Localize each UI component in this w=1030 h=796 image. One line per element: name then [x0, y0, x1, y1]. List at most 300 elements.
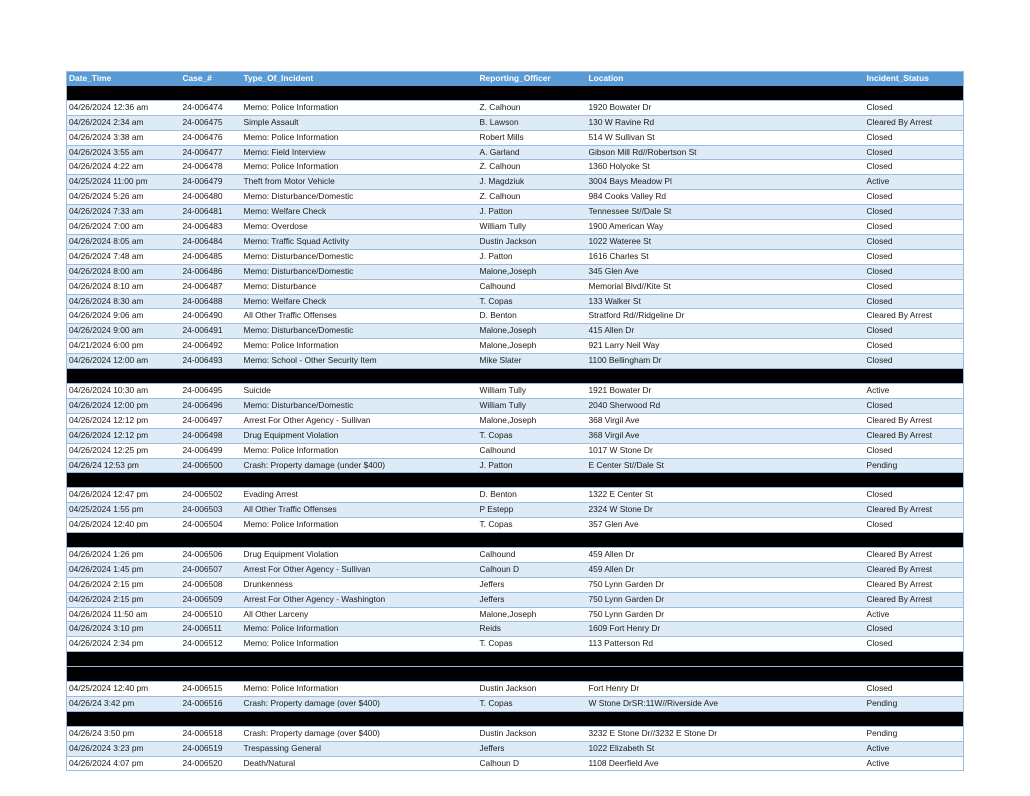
redacted-row	[67, 369, 964, 384]
location-cell: 1920 Bowater Dr	[587, 100, 865, 115]
case-number-cell: 24-006491	[181, 324, 242, 339]
table-row	[67, 577, 964, 592]
incident-status-cell: Cleared By Arrest	[865, 547, 964, 562]
incident-status-cell: Active	[865, 607, 964, 622]
incident-status-cell: Cleared By Arrest	[865, 413, 964, 428]
case-number-cell: 24-006487	[181, 279, 242, 294]
table-row	[67, 205, 964, 220]
case-number-cell: 24-006498	[181, 428, 242, 443]
date-time-cell: 04/26/2024 12:12 pm	[67, 428, 181, 443]
column-header-case-number: Case_#	[181, 72, 242, 86]
reporting-officer-cell: Calhound	[478, 279, 587, 294]
reporting-officer-cell: Z. Calhoun	[478, 160, 587, 175]
redacted-cell	[478, 533, 587, 548]
date-time-cell: 04/26/2024 2:34 am	[67, 115, 181, 130]
location-cell: 750 Lynn Garden Dr	[587, 607, 865, 622]
redacted-row	[67, 473, 964, 488]
incident-status-cell: Closed	[865, 205, 964, 220]
location-cell: Fort Henry Dr	[587, 682, 865, 697]
table-row	[67, 294, 964, 309]
incident-status-cell: Closed	[865, 100, 964, 115]
incident-type-cell: Death/Natural	[242, 756, 478, 771]
reporting-officer-cell: Calhoun D	[478, 562, 587, 577]
location-cell: 921 Larry Neil Way	[587, 339, 865, 354]
incident-status-cell: Active	[865, 756, 964, 771]
location-cell: 368 Virgil Ave	[587, 428, 865, 443]
reporting-officer-cell: Malone,Joseph	[478, 607, 587, 622]
table-row	[67, 264, 964, 279]
case-number-cell: 24-006479	[181, 175, 242, 190]
date-time-cell: 04/26/2024 11:50 am	[67, 607, 181, 622]
incident-type-cell: Memo: Police Information	[242, 339, 478, 354]
redacted-cell	[181, 652, 242, 667]
table-row	[67, 130, 964, 145]
incident-type-cell: Memo: Police Information	[242, 130, 478, 145]
incident-type-cell: Memo: Police Information	[242, 518, 478, 533]
column-header-date-time: Date_Time	[67, 72, 181, 86]
incident-status-cell: Closed	[865, 294, 964, 309]
reporting-officer-cell: William Tully	[478, 384, 587, 399]
redacted-cell	[67, 652, 181, 667]
case-number-cell: 24-006483	[181, 220, 242, 235]
incident-type-cell: Trespassing General	[242, 741, 478, 756]
reporting-officer-cell: Malone,Joseph	[478, 413, 587, 428]
redacted-cell	[865, 86, 964, 100]
location-cell: 415 Allen Dr	[587, 324, 865, 339]
redacted-cell	[242, 652, 478, 667]
redacted-cell	[865, 711, 964, 726]
incident-type-cell: Memo: Disturbance/Domestic	[242, 249, 478, 264]
case-number-cell: 24-006502	[181, 488, 242, 503]
case-number-cell: 24-006495	[181, 384, 242, 399]
location-cell: 113 Patterson Rd	[587, 637, 865, 652]
date-time-cell: 04/26/2024 8:30 am	[67, 294, 181, 309]
table-row	[67, 562, 964, 577]
date-time-cell: 04/26/2024 12:47 pm	[67, 488, 181, 503]
reporting-officer-cell: J. Patton	[478, 249, 587, 264]
incident-type-cell: Memo: School - Other Security Item	[242, 354, 478, 369]
incident-type-cell: Crash: Property damage (over $400)	[242, 696, 478, 711]
redacted-cell	[242, 86, 478, 100]
date-time-cell: 04/26/2024 12:12 pm	[67, 413, 181, 428]
table-row	[67, 413, 964, 428]
incident-type-cell: Memo: Police Information	[242, 100, 478, 115]
redacted-cell	[67, 369, 181, 384]
table-row	[67, 279, 964, 294]
date-time-cell: 04/26/2024 9:00 am	[67, 324, 181, 339]
column-header-type-of-incident: Type_Of_Incident	[242, 72, 478, 86]
date-time-cell: 04/26/2024 10:30 am	[67, 384, 181, 399]
date-time-cell: 04/26/2024 7:00 am	[67, 220, 181, 235]
incident-status-cell: Cleared By Arrest	[865, 115, 964, 130]
location-cell: 750 Lynn Garden Dr	[587, 592, 865, 607]
redacted-row	[67, 533, 964, 548]
table-row	[67, 190, 964, 205]
case-number-cell: 24-006488	[181, 294, 242, 309]
reporting-officer-cell: William Tully	[478, 220, 587, 235]
reporting-officer-cell: D. Benton	[478, 309, 587, 324]
date-time-cell: 04/26/2024 5:26 am	[67, 190, 181, 205]
location-cell: 3232 E Stone Dr//3232 E Stone Dr	[587, 726, 865, 741]
location-cell: 1609 Fort Henry Dr	[587, 622, 865, 637]
case-number-cell: 24-006507	[181, 562, 242, 577]
location-cell: 1017 W Stone Dr	[587, 443, 865, 458]
incident-type-cell: Memo: Disturbance/Domestic	[242, 398, 478, 413]
date-time-cell: 04/26/2024 1:26 pm	[67, 547, 181, 562]
date-time-cell: 04/26/2024 8:05 am	[67, 234, 181, 249]
incident-type-cell: All Other Traffic Offenses	[242, 309, 478, 324]
date-time-cell: 04/26/2024 2:34 pm	[67, 637, 181, 652]
case-number-cell: 24-006506	[181, 547, 242, 562]
reporting-officer-cell: Calhound	[478, 547, 587, 562]
case-number-cell: 24-006486	[181, 264, 242, 279]
incident-log-table	[66, 71, 964, 771]
redacted-cell	[865, 533, 964, 548]
date-time-cell: 04/26/2024 3:55 am	[67, 145, 181, 160]
location-cell: 1022 Elizabeth St	[587, 741, 865, 756]
table-row	[67, 696, 964, 711]
case-number-cell: 24-006508	[181, 577, 242, 592]
case-number-cell: 24-006512	[181, 637, 242, 652]
incident-type-cell: Evading Arrest	[242, 488, 478, 503]
case-number-cell: 24-006499	[181, 443, 242, 458]
table-row	[67, 100, 964, 115]
location-cell: 1108 Deerfield Ave	[587, 756, 865, 771]
table-row	[67, 234, 964, 249]
incident-type-cell: Simple Assault	[242, 115, 478, 130]
incident-status-cell: Closed	[865, 190, 964, 205]
incident-type-cell: Memo: Field Interview	[242, 145, 478, 160]
date-time-cell: 04/26/2024 3:38 am	[67, 130, 181, 145]
column-header-incident-status: Incident_Status	[865, 72, 964, 86]
date-time-cell: 04/26/2024 1:45 pm	[67, 562, 181, 577]
date-time-cell: 04/26/24 3:50 pm	[67, 726, 181, 741]
table-header	[67, 72, 964, 86]
location-cell: 1616 Charles St	[587, 249, 865, 264]
incident-type-cell: Drug Equipment Violation	[242, 547, 478, 562]
reporting-officer-cell: T. Copas	[478, 696, 587, 711]
case-number-cell: 24-006477	[181, 145, 242, 160]
case-number-cell: 24-006516	[181, 696, 242, 711]
date-time-cell: 04/26/2024 7:33 am	[67, 205, 181, 220]
case-number-cell: 24-006515	[181, 682, 242, 697]
date-time-cell: 04/26/2024 2:15 pm	[67, 592, 181, 607]
redacted-cell	[478, 667, 587, 682]
incident-type-cell: Suicide	[242, 384, 478, 399]
case-number-cell: 24-006485	[181, 249, 242, 264]
location-cell: W Stone DrSR:11W//Riverside Ave	[587, 696, 865, 711]
incident-status-cell: Closed	[865, 518, 964, 533]
reporting-officer-cell: Malone,Joseph	[478, 339, 587, 354]
incident-status-cell: Closed	[865, 637, 964, 652]
incident-status-cell: Cleared By Arrest	[865, 428, 964, 443]
location-cell: 368 Virgil Ave	[587, 413, 865, 428]
date-time-cell: 04/26/2024 3:10 pm	[67, 622, 181, 637]
reporting-officer-cell: J. Patton	[478, 458, 587, 473]
incident-status-cell: Closed	[865, 443, 964, 458]
location-cell: Memorial Blvd//Kite St	[587, 279, 865, 294]
incident-status-cell: Closed	[865, 145, 964, 160]
incident-type-cell: Memo: Police Information	[242, 637, 478, 652]
table-row	[67, 756, 964, 771]
reporting-officer-cell: Malone,Joseph	[478, 324, 587, 339]
reporting-officer-cell: Robert Mills	[478, 130, 587, 145]
date-time-cell: 04/21/2024 6:00 pm	[67, 339, 181, 354]
location-cell: Tennessee St//Dale St	[587, 205, 865, 220]
incident-status-cell: Cleared By Arrest	[865, 562, 964, 577]
redacted-row	[67, 667, 964, 682]
redacted-cell	[865, 369, 964, 384]
date-time-cell: 04/26/2024 12:00 am	[67, 354, 181, 369]
location-cell: 3004 Bays Meadow Pl	[587, 175, 865, 190]
redacted-cell	[865, 652, 964, 667]
table-row	[67, 145, 964, 160]
date-time-cell: 04/26/2024 12:25 pm	[67, 443, 181, 458]
redacted-cell	[587, 86, 865, 100]
incident-status-cell: Pending	[865, 458, 964, 473]
table-row	[67, 249, 964, 264]
incident-type-cell: Memo: Disturbance/Domestic	[242, 190, 478, 205]
reporting-officer-cell: Z. Calhoun	[478, 190, 587, 205]
reporting-officer-cell: Jeffers	[478, 577, 587, 592]
table-row	[67, 592, 964, 607]
case-number-cell: 24-006504	[181, 518, 242, 533]
location-cell: 459 Allen Dr	[587, 562, 865, 577]
redacted-cell	[181, 533, 242, 548]
redacted-cell	[478, 652, 587, 667]
incident-type-cell: Memo: Traffic Squad Activity	[242, 234, 478, 249]
incident-status-cell: Closed	[865, 622, 964, 637]
location-cell: Stratford Rd//Ridgeline Dr	[587, 309, 865, 324]
date-time-cell: 04/25/2024 12:40 pm	[67, 682, 181, 697]
redacted-cell	[587, 473, 865, 488]
incident-status-cell: Closed	[865, 488, 964, 503]
reporting-officer-cell: Dustin Jackson	[478, 726, 587, 741]
date-time-cell: 04/26/2024 8:10 am	[67, 279, 181, 294]
location-cell: 1360 Holyoke St	[587, 160, 865, 175]
location-cell: 130 W Ravine Rd	[587, 115, 865, 130]
location-cell: Gibson Mill Rd//Robertson St	[587, 145, 865, 160]
incident-type-cell: Theft from Motor Vehicle	[242, 175, 478, 190]
table-row	[67, 428, 964, 443]
redacted-cell	[67, 711, 181, 726]
redacted-cell	[181, 711, 242, 726]
incident-status-cell: Closed	[865, 160, 964, 175]
redacted-cell	[478, 711, 587, 726]
incident-status-cell: Closed	[865, 398, 964, 413]
location-cell: 1100 Bellingham Dr	[587, 354, 865, 369]
date-time-cell: 04/26/2024 12:00 pm	[67, 398, 181, 413]
header-row	[67, 72, 964, 86]
incident-status-cell: Closed	[865, 234, 964, 249]
date-time-cell: 04/25/2024 1:55 pm	[67, 503, 181, 518]
date-time-cell: 04/26/2024 7:48 am	[67, 249, 181, 264]
table-row	[67, 726, 964, 741]
redacted-cell	[181, 86, 242, 100]
location-cell: 984 Cooks Valley Rd	[587, 190, 865, 205]
incident-type-cell: Memo: Disturbance	[242, 279, 478, 294]
case-number-cell: 24-006500	[181, 458, 242, 473]
reporting-officer-cell: T. Copas	[478, 294, 587, 309]
redacted-row	[67, 711, 964, 726]
incident-status-cell: Closed	[865, 220, 964, 235]
reporting-officer-cell: Reids	[478, 622, 587, 637]
redacted-cell	[587, 533, 865, 548]
case-number-cell: 24-006496	[181, 398, 242, 413]
column-header-location: Location	[587, 72, 865, 86]
redacted-cell	[865, 473, 964, 488]
incident-type-cell: Memo: Police Information	[242, 622, 478, 637]
location-cell: 514 W Sullivan St	[587, 130, 865, 145]
case-number-cell: 24-006490	[181, 309, 242, 324]
redacted-cell	[67, 473, 181, 488]
date-time-cell: 04/26/2024 9:06 am	[67, 309, 181, 324]
redacted-row	[67, 652, 964, 667]
incident-status-cell: Pending	[865, 696, 964, 711]
incident-type-cell: Drug Equipment Violation	[242, 428, 478, 443]
redacted-cell	[67, 86, 181, 100]
table-row	[67, 443, 964, 458]
incident-status-cell: Closed	[865, 354, 964, 369]
case-number-cell: 24-006519	[181, 741, 242, 756]
date-time-cell: 04/26/2024 2:15 pm	[67, 577, 181, 592]
incident-status-cell: Closed	[865, 279, 964, 294]
reporting-officer-cell: T. Copas	[478, 428, 587, 443]
reporting-officer-cell: P Estepp	[478, 503, 587, 518]
incident-type-cell: Crash: Property damage (over $400)	[242, 726, 478, 741]
location-cell: 750 Lynn Garden Dr	[587, 577, 865, 592]
case-number-cell: 24-006478	[181, 160, 242, 175]
reporting-officer-cell: Malone,Joseph	[478, 264, 587, 279]
case-number-cell: 24-006520	[181, 756, 242, 771]
column-header-reporting-officer: Reporting_Officer	[478, 72, 587, 86]
redacted-cell	[242, 667, 478, 682]
table-row	[67, 682, 964, 697]
redacted-cell	[587, 369, 865, 384]
incident-type-cell: Drunkenness	[242, 577, 478, 592]
redacted-cell	[181, 369, 242, 384]
reporting-officer-cell: Mike Slater	[478, 354, 587, 369]
case-number-cell: 24-006480	[181, 190, 242, 205]
incident-type-cell: Memo: Welfare Check	[242, 294, 478, 309]
reporting-officer-cell: Z. Calhoun	[478, 100, 587, 115]
table-row	[67, 488, 964, 503]
redacted-cell	[478, 369, 587, 384]
reporting-officer-cell: D. Benton	[478, 488, 587, 503]
table-row	[67, 547, 964, 562]
table-row	[67, 175, 964, 190]
incident-type-cell: Memo: Police Information	[242, 160, 478, 175]
table-row	[67, 503, 964, 518]
date-time-cell: 04/26/2024 4:07 pm	[67, 756, 181, 771]
table-row	[67, 220, 964, 235]
table-row	[67, 518, 964, 533]
incident-status-cell: Closed	[865, 249, 964, 264]
incident-type-cell: Memo: Police Information	[242, 682, 478, 697]
location-cell: 1921 Bowater Dr	[587, 384, 865, 399]
incident-type-cell: Memo: Welfare Check	[242, 205, 478, 220]
table-row	[67, 637, 964, 652]
redacted-cell	[242, 533, 478, 548]
incident-status-cell: Cleared By Arrest	[865, 577, 964, 592]
reporting-officer-cell: T. Copas	[478, 637, 587, 652]
location-cell: 1022 Wateree St	[587, 234, 865, 249]
table-row	[67, 384, 964, 399]
case-number-cell: 24-006492	[181, 339, 242, 354]
reporting-officer-cell: Jeffers	[478, 592, 587, 607]
incident-status-cell: Closed	[865, 339, 964, 354]
reporting-officer-cell: Dustin Jackson	[478, 234, 587, 249]
case-number-cell: 24-006484	[181, 234, 242, 249]
table-row	[67, 622, 964, 637]
incident-status-cell: Closed	[865, 264, 964, 279]
case-number-cell: 24-006503	[181, 503, 242, 518]
reporting-officer-cell: Calhound	[478, 443, 587, 458]
incident-type-cell: All Other Larceny	[242, 607, 478, 622]
incident-type-cell: Memo: Disturbance/Domestic	[242, 264, 478, 279]
date-time-cell: 04/26/2024 3:23 pm	[67, 741, 181, 756]
redacted-cell	[67, 667, 181, 682]
redacted-cell	[587, 667, 865, 682]
table-row	[67, 115, 964, 130]
redacted-cell	[242, 369, 478, 384]
redacted-cell	[587, 652, 865, 667]
date-time-cell: 04/26/2024 12:40 pm	[67, 518, 181, 533]
location-cell: 357 Glen Ave	[587, 518, 865, 533]
date-time-cell: 04/26/2024 4:22 am	[67, 160, 181, 175]
incident-type-cell: Arrest For Other Agency - Washington	[242, 592, 478, 607]
case-number-cell: 24-006511	[181, 622, 242, 637]
incident-status-cell: Cleared By Arrest	[865, 309, 964, 324]
incident-status-cell: Closed	[865, 682, 964, 697]
table-row	[67, 324, 964, 339]
location-cell: 459 Allen Dr	[587, 547, 865, 562]
table-row	[67, 160, 964, 175]
reporting-officer-cell: William Tully	[478, 398, 587, 413]
redacted-cell	[181, 667, 242, 682]
table-row	[67, 741, 964, 756]
incident-status-cell: Pending	[865, 726, 964, 741]
reporting-officer-cell: Calhoun D	[478, 756, 587, 771]
redacted-row	[67, 86, 964, 100]
reporting-officer-cell: J. Magdziuk	[478, 175, 587, 190]
table-body	[67, 86, 964, 771]
date-time-cell: 04/26/24 12:53 pm	[67, 458, 181, 473]
incident-status-cell: Cleared By Arrest	[865, 503, 964, 518]
redacted-cell	[478, 86, 587, 100]
location-cell: 345 Glen Ave	[587, 264, 865, 279]
incident-status-cell: Active	[865, 741, 964, 756]
location-cell: 1322 E Center St	[587, 488, 865, 503]
redacted-cell	[242, 711, 478, 726]
location-cell: 133 Walker St	[587, 294, 865, 309]
reporting-officer-cell: Jeffers	[478, 741, 587, 756]
table-row	[67, 458, 964, 473]
incident-type-cell: Arrest For Other Agency - Sullivan	[242, 562, 478, 577]
reporting-officer-cell: B. Lawson	[478, 115, 587, 130]
redacted-cell	[67, 533, 181, 548]
table-row	[67, 309, 964, 324]
location-cell: 2324 W Stone Dr	[587, 503, 865, 518]
redacted-cell	[181, 473, 242, 488]
reporting-officer-cell: J. Patton	[478, 205, 587, 220]
location-cell: 2040 Sherwood Rd	[587, 398, 865, 413]
redacted-cell	[478, 473, 587, 488]
reporting-officer-cell: Dustin Jackson	[478, 682, 587, 697]
incident-status-cell: Active	[865, 384, 964, 399]
incident-type-cell: Memo: Overdose	[242, 220, 478, 235]
case-number-cell: 24-006493	[181, 354, 242, 369]
